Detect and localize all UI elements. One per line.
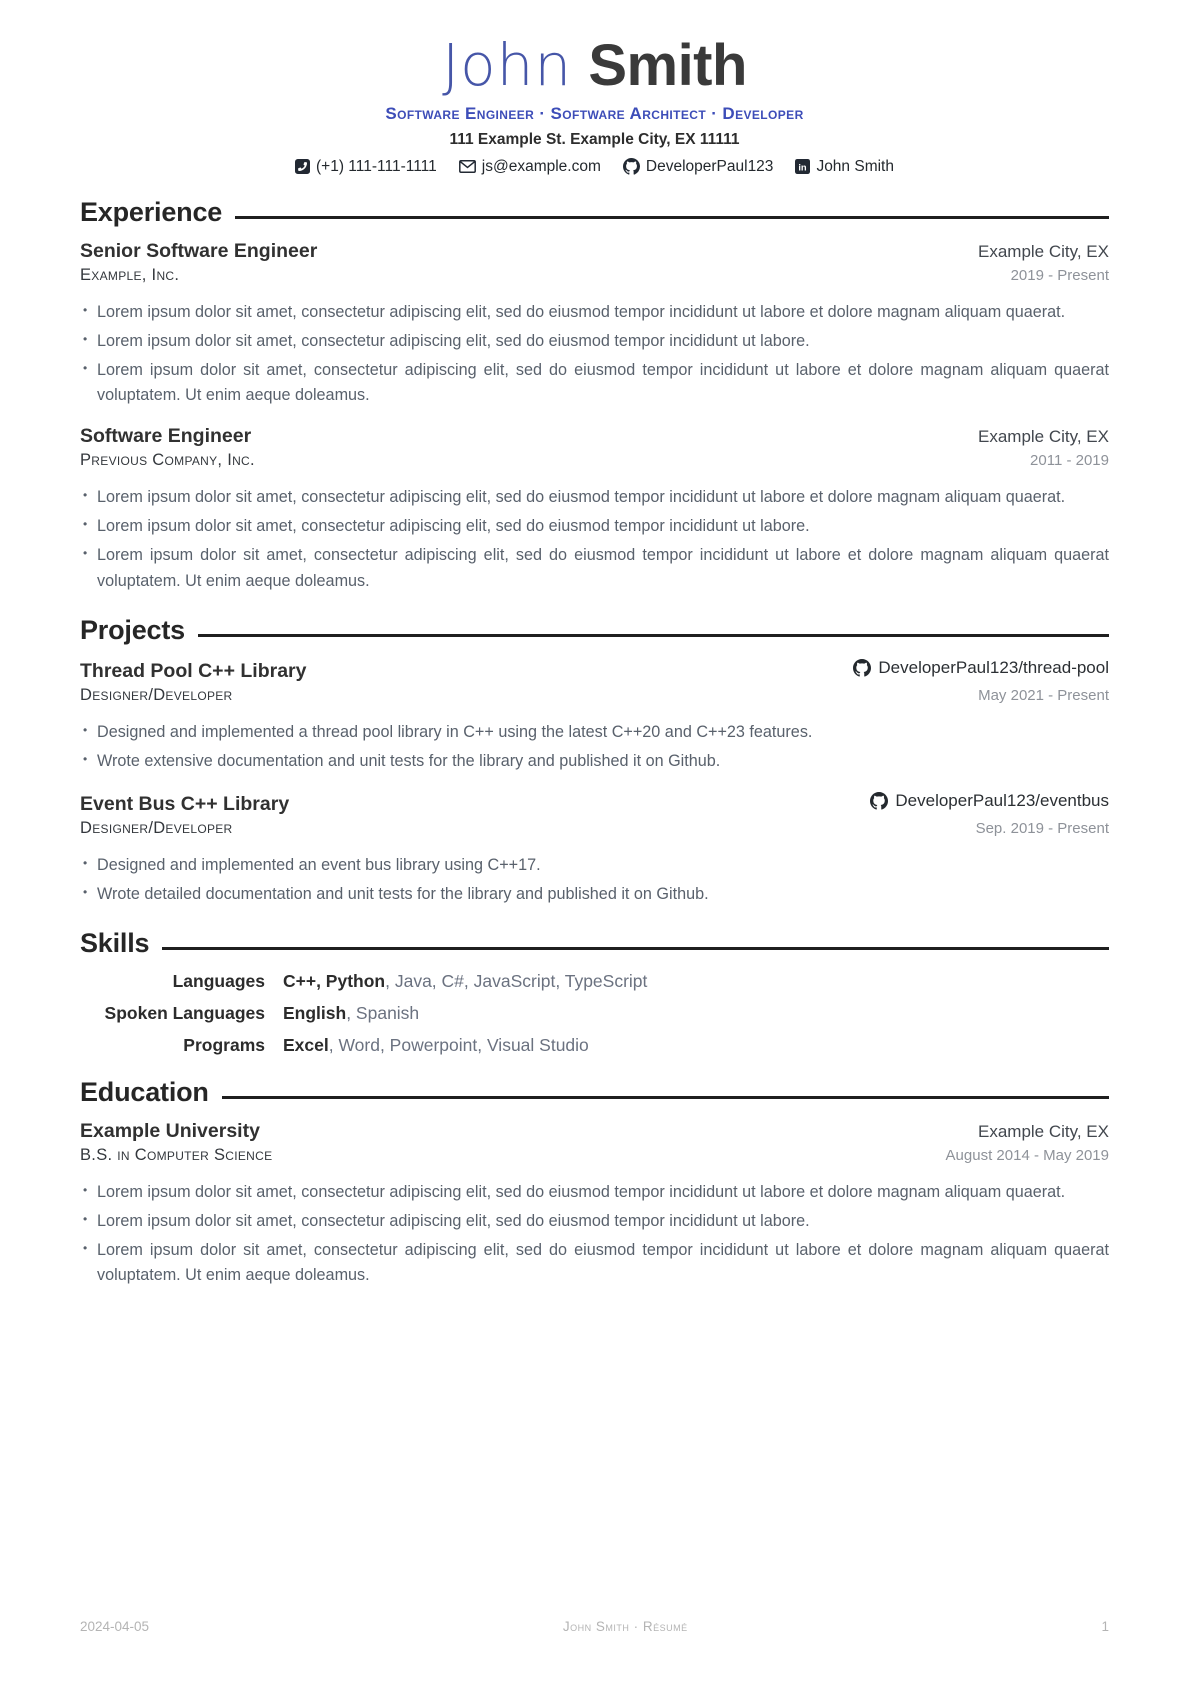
skills-grid	[80, 971, 1109, 1056]
svg-text:in: in	[798, 162, 808, 173]
email-text: js@example.com	[481, 157, 601, 175]
contact-row	[80, 158, 1109, 176]
section-title-skills: Skills	[80, 928, 150, 959]
tagline: Software Engineer · Software Architect · Developer	[385, 103, 804, 123]
skill-value	[283, 971, 1109, 992]
github-link[interactable]	[623, 158, 774, 176]
linkedin-text: John Smith	[816, 157, 894, 175]
project-entry	[80, 658, 1109, 774]
school-name: Example University	[80, 1120, 260, 1143]
section-skills	[80, 928, 1109, 1056]
skill-value	[283, 1003, 1109, 1024]
job-company: Example, Inc.	[80, 265, 180, 284]
skill-value-rest: , Word, Powerpoint, Visual Studio	[328, 1035, 589, 1056]
first-name: John	[442, 31, 573, 99]
linkedin-icon	[795, 159, 810, 174]
skill-value-bold: English	[283, 1003, 347, 1024]
skill-label: Languages	[172, 971, 265, 992]
section-rule	[162, 947, 1109, 950]
bullet-item: • Lorem ipsum dolor sit amet, consectetur adipiscing elit, sed do eiusmod tempor incididunt ut labore et dolore magnam aliquam quaerat voluptatem. Ut enim aeque doleamus.	[82, 543, 1109, 593]
linkedin-link[interactable]	[795, 158, 894, 176]
skill-value-bold: C++, Python	[283, 971, 386, 992]
phone-text: (+1) 111-111-1111	[316, 157, 437, 175]
github-icon	[853, 659, 871, 677]
skill-value-rest: , Spanish	[346, 1003, 420, 1024]
project-bullets	[82, 853, 1109, 907]
skill-value-rest: , Java, C#, JavaScript, TypeScript	[385, 971, 648, 992]
github-icon	[623, 158, 640, 175]
section-title-experience: Experience	[80, 196, 223, 227]
email-link[interactable]	[459, 158, 601, 176]
project-dates: Sep. 2019 - Present	[975, 819, 1109, 837]
project-title: Event Bus C++ Library	[80, 792, 290, 815]
bullet-item: • Lorem ipsum dolor sit amet, consectetur adipiscing elit, sed do eiusmod tempor incididunt ut labore et dolore magnam aliquam quaerat voluptatem. Ut enim aeque doleamus.	[82, 1238, 1109, 1288]
phone-link[interactable]	[295, 158, 437, 176]
skill-label: Programs	[183, 1035, 265, 1056]
github-icon	[870, 792, 888, 810]
job-title: Software Engineer	[80, 425, 252, 448]
repo-text: DeveloperPaul123/eventbus	[895, 790, 1109, 810]
project-role: Designer/Developer	[80, 685, 233, 704]
footer-title: John Smith · Résumé	[562, 1619, 688, 1634]
section-rule	[198, 634, 1109, 637]
github-text: DeveloperPaul123	[645, 157, 774, 175]
project-title: Thread Pool C++ Library	[80, 659, 307, 682]
bullet-item: • Lorem ipsum dolor sit amet, consectetur adipiscing elit, sed do eiusmod tempor incididunt ut labore et dolore magnam aliquam quaerat voluptatem. Ut enim aeque doleamus.	[82, 358, 1109, 408]
bullet-item: • Wrote detailed documentation and unit tests for the library and published it on Github.	[82, 882, 1109, 907]
education-bullets	[82, 1180, 1109, 1288]
school-location: Example City, EX	[977, 1122, 1109, 1142]
degree: B.S. in Computer Science	[80, 1146, 273, 1165]
skill-value	[283, 1035, 1109, 1056]
bullet-item: • Designed and implemented an event bus library using C++17.	[82, 853, 1109, 878]
job-bullets	[82, 485, 1109, 593]
skill-label: Spoken Languages	[104, 1003, 265, 1024]
section-education	[80, 1077, 1109, 1288]
job-title: Senior Software Engineer	[80, 239, 318, 262]
job-location: Example City, EX	[977, 427, 1109, 447]
repo-text: DeveloperPaul123/thread-pool	[878, 657, 1109, 677]
experience-entry	[80, 240, 1109, 408]
project-repo-link[interactable]	[853, 658, 1109, 678]
project-dates: May 2021 - Present	[978, 686, 1109, 704]
section-title-education: Education	[80, 1077, 209, 1108]
footer-date: 2024-04-05	[80, 1619, 150, 1634]
last-name: Smith	[588, 33, 747, 98]
project-role: Designer/Developer	[80, 818, 233, 837]
project-entry	[80, 791, 1109, 907]
page-title	[80, 31, 1109, 99]
skill-value-bold: Excel	[283, 1035, 329, 1056]
header	[80, 31, 1109, 176]
section-rule	[222, 1096, 1109, 1099]
footer	[80, 1619, 1109, 1634]
section-rule	[235, 216, 1109, 219]
mail-icon	[459, 160, 476, 173]
footer-page-number: 1	[1101, 1619, 1109, 1634]
phone-icon	[295, 159, 310, 174]
project-bullets	[82, 720, 1109, 774]
school-dates: August 2014 - May 2019	[945, 1147, 1109, 1165]
bullet-item: • Lorem ipsum dolor sit amet, consectetur adipiscing elit, sed do eiusmod tempor incididunt ut labore et dolore magnam aliquam quaerat.	[82, 1180, 1109, 1205]
section-title-projects: Projects	[80, 614, 185, 645]
bullet-item: • Lorem ipsum dolor sit amet, consectetur adipiscing elit, sed do eiusmod tempor incididunt ut labore.	[82, 1209, 1109, 1234]
bullet-item: • Lorem ipsum dolor sit amet, consectetur adipiscing elit, sed do eiusmod tempor incididunt ut labore et dolore magnam aliquam quaerat.	[82, 300, 1109, 325]
bullet-item: • Lorem ipsum dolor sit amet, consectetur adipiscing elit, sed do eiusmod tempor incididunt ut labore.	[82, 514, 1109, 539]
bullet-item: • Designed and implemented a thread pool library in C++ using the latest C++20 and C++23 features.	[82, 720, 1109, 745]
bullet-item: • Wrote extensive documentation and unit tests for the library and published it on Github.	[82, 749, 1109, 774]
education-entry	[80, 1120, 1109, 1288]
job-location: Example City, EX	[977, 241, 1109, 261]
bullet-item: • Lorem ipsum dolor sit amet, consectetur adipiscing elit, sed do eiusmod tempor incididunt ut labore et dolore magnam aliquam quaerat.	[82, 485, 1109, 510]
job-dates: 2011 - 2019	[1030, 452, 1109, 470]
bullet-item: • Lorem ipsum dolor sit amet, consectetur adipiscing elit, sed do eiusmod tempor incididunt ut labore.	[82, 329, 1109, 354]
experience-entry	[80, 425, 1109, 593]
job-bullets	[82, 300, 1109, 408]
address: 111 Example St. Example City, EX 11111	[449, 130, 740, 148]
job-dates: 2019 - Present	[1010, 266, 1109, 284]
project-repo-link[interactable]	[870, 791, 1109, 811]
section-projects	[80, 615, 1109, 907]
section-experience	[80, 197, 1109, 594]
job-company: Previous Company, Inc.	[80, 451, 255, 470]
